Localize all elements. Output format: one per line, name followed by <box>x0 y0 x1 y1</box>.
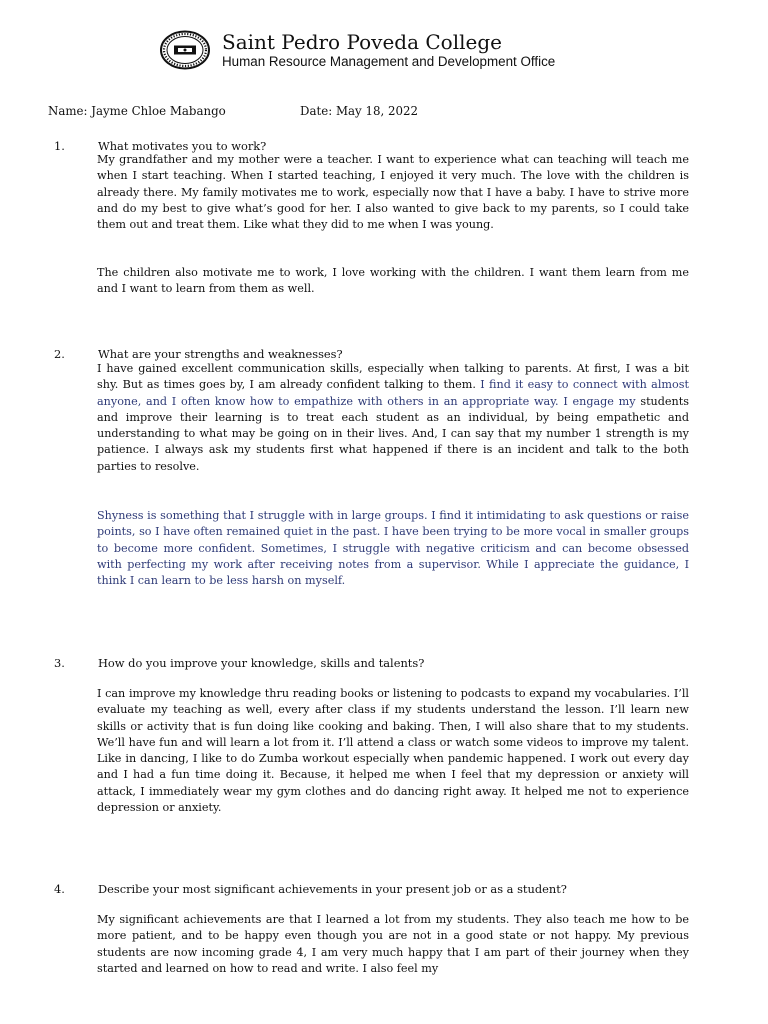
question-number: 1. <box>54 139 65 153</box>
question-number: 2. <box>54 347 65 361</box>
question-text: How do you improve your knowledge, skills and talents? <box>98 656 425 670</box>
answer-4: My significant achievements are that I learned a lot from my students. They also teach me how to be more patient, and to be happy even though you are not in a good state or not happy. My previous students are now incoming grade 4, I am very much happy that I am part of their journey when they started and learned on how to read and write. I also feel my <box>97 913 689 975</box>
institution-name: Saint Pedro Poveda College <box>222 30 502 54</box>
question-text: What are your strengths and weaknesses? <box>98 347 343 361</box>
question-number: 4. <box>54 882 65 896</box>
answer-1-paragraph-2: The children also motivate me to work, I love working with the children. I want them learn from me and I want to learn from them as well. <box>97 266 689 296</box>
answer-segment: I have gained excellent communication skills, especially when talking to parents. At first, I was a bit shy. But as times goes by, I am already confident talking to them. <box>97 362 689 392</box>
answer-segment: students and improve their learning is to treat each student as an individual, by being empathetic and understanding to what may be going on in their lives. And, I can say that my number 1 strength is my patience. I always ask my students first what happened if there is an incident and talk to the both parties to resolve. <box>97 394 689 473</box>
college-seal-logo <box>158 30 212 70</box>
name-field: Name: Jayme Chloe Mabango <box>48 104 226 118</box>
question-text: What motivates you to work? <box>98 139 267 153</box>
answer-2-strengths <box>97 361 689 475</box>
letterhead <box>158 30 718 76</box>
date-field: Date: May 18, 2022 <box>300 104 418 118</box>
answer-3: I can improve my knowledge thru reading books or listening to podcasts to expand my vocabularies. I’ll evaluate my teaching as well, every after class if my students understand the lesson. I’ll learn new skills or activity that is fun doing like cooking and baking. Then, I will also share that to my students. We’ll have fun and will learn a lot from it. I’ll attend a class or watch some videos to improve my talent. Like in dancing, I like to do Zumba workout especially when pandemic happened. I work out every day and I had a fun time doing it. Because, it helped me when I feel that my depression or anxiety will attack, I immediately wear my gym clothes and do dancing right away. It helped me not to experience depression or anxiety. <box>97 687 689 815</box>
question-number: 3. <box>54 656 65 670</box>
answer-2-weaknesses: Shyness is something that I struggle with in large groups. I find it intimidating to ask questions or raise points, so I have often remained quiet in the past. I have been trying to be more vocal in smaller groups to become more confident. Sometimes, I struggle with negative criticism and can become obsessed with perfecting my work after receiving notes from a supervisor. While I appreciate the guidance, I think I can learn to be less harsh on myself. <box>97 509 689 588</box>
answer-1-paragraph-1: My grandfather and my mother were a teacher. I want to experience what can teaching will teach me when I start teaching. When I started teaching, I enjoyed it very much. The love with the children is already there. My family motivates me to work, especially now that I have a baby. I have to strive more and do my best to give what’s good for her. I also wanted to give back to my parents, so I could take them out and treat them. Like what they did to me when I was young. <box>97 153 689 232</box>
office-name: Human Resource Management and Development Office <box>222 54 556 69</box>
form-meta <box>48 104 418 118</box>
answer-segment-highlighted: I find it easy to connect with almost anyone, and I often know how to empathize with others in an appropriate way. I engage my <box>97 378 690 408</box>
question-text: Describe your most significant achievements in your present job or as a student? <box>98 882 567 896</box>
